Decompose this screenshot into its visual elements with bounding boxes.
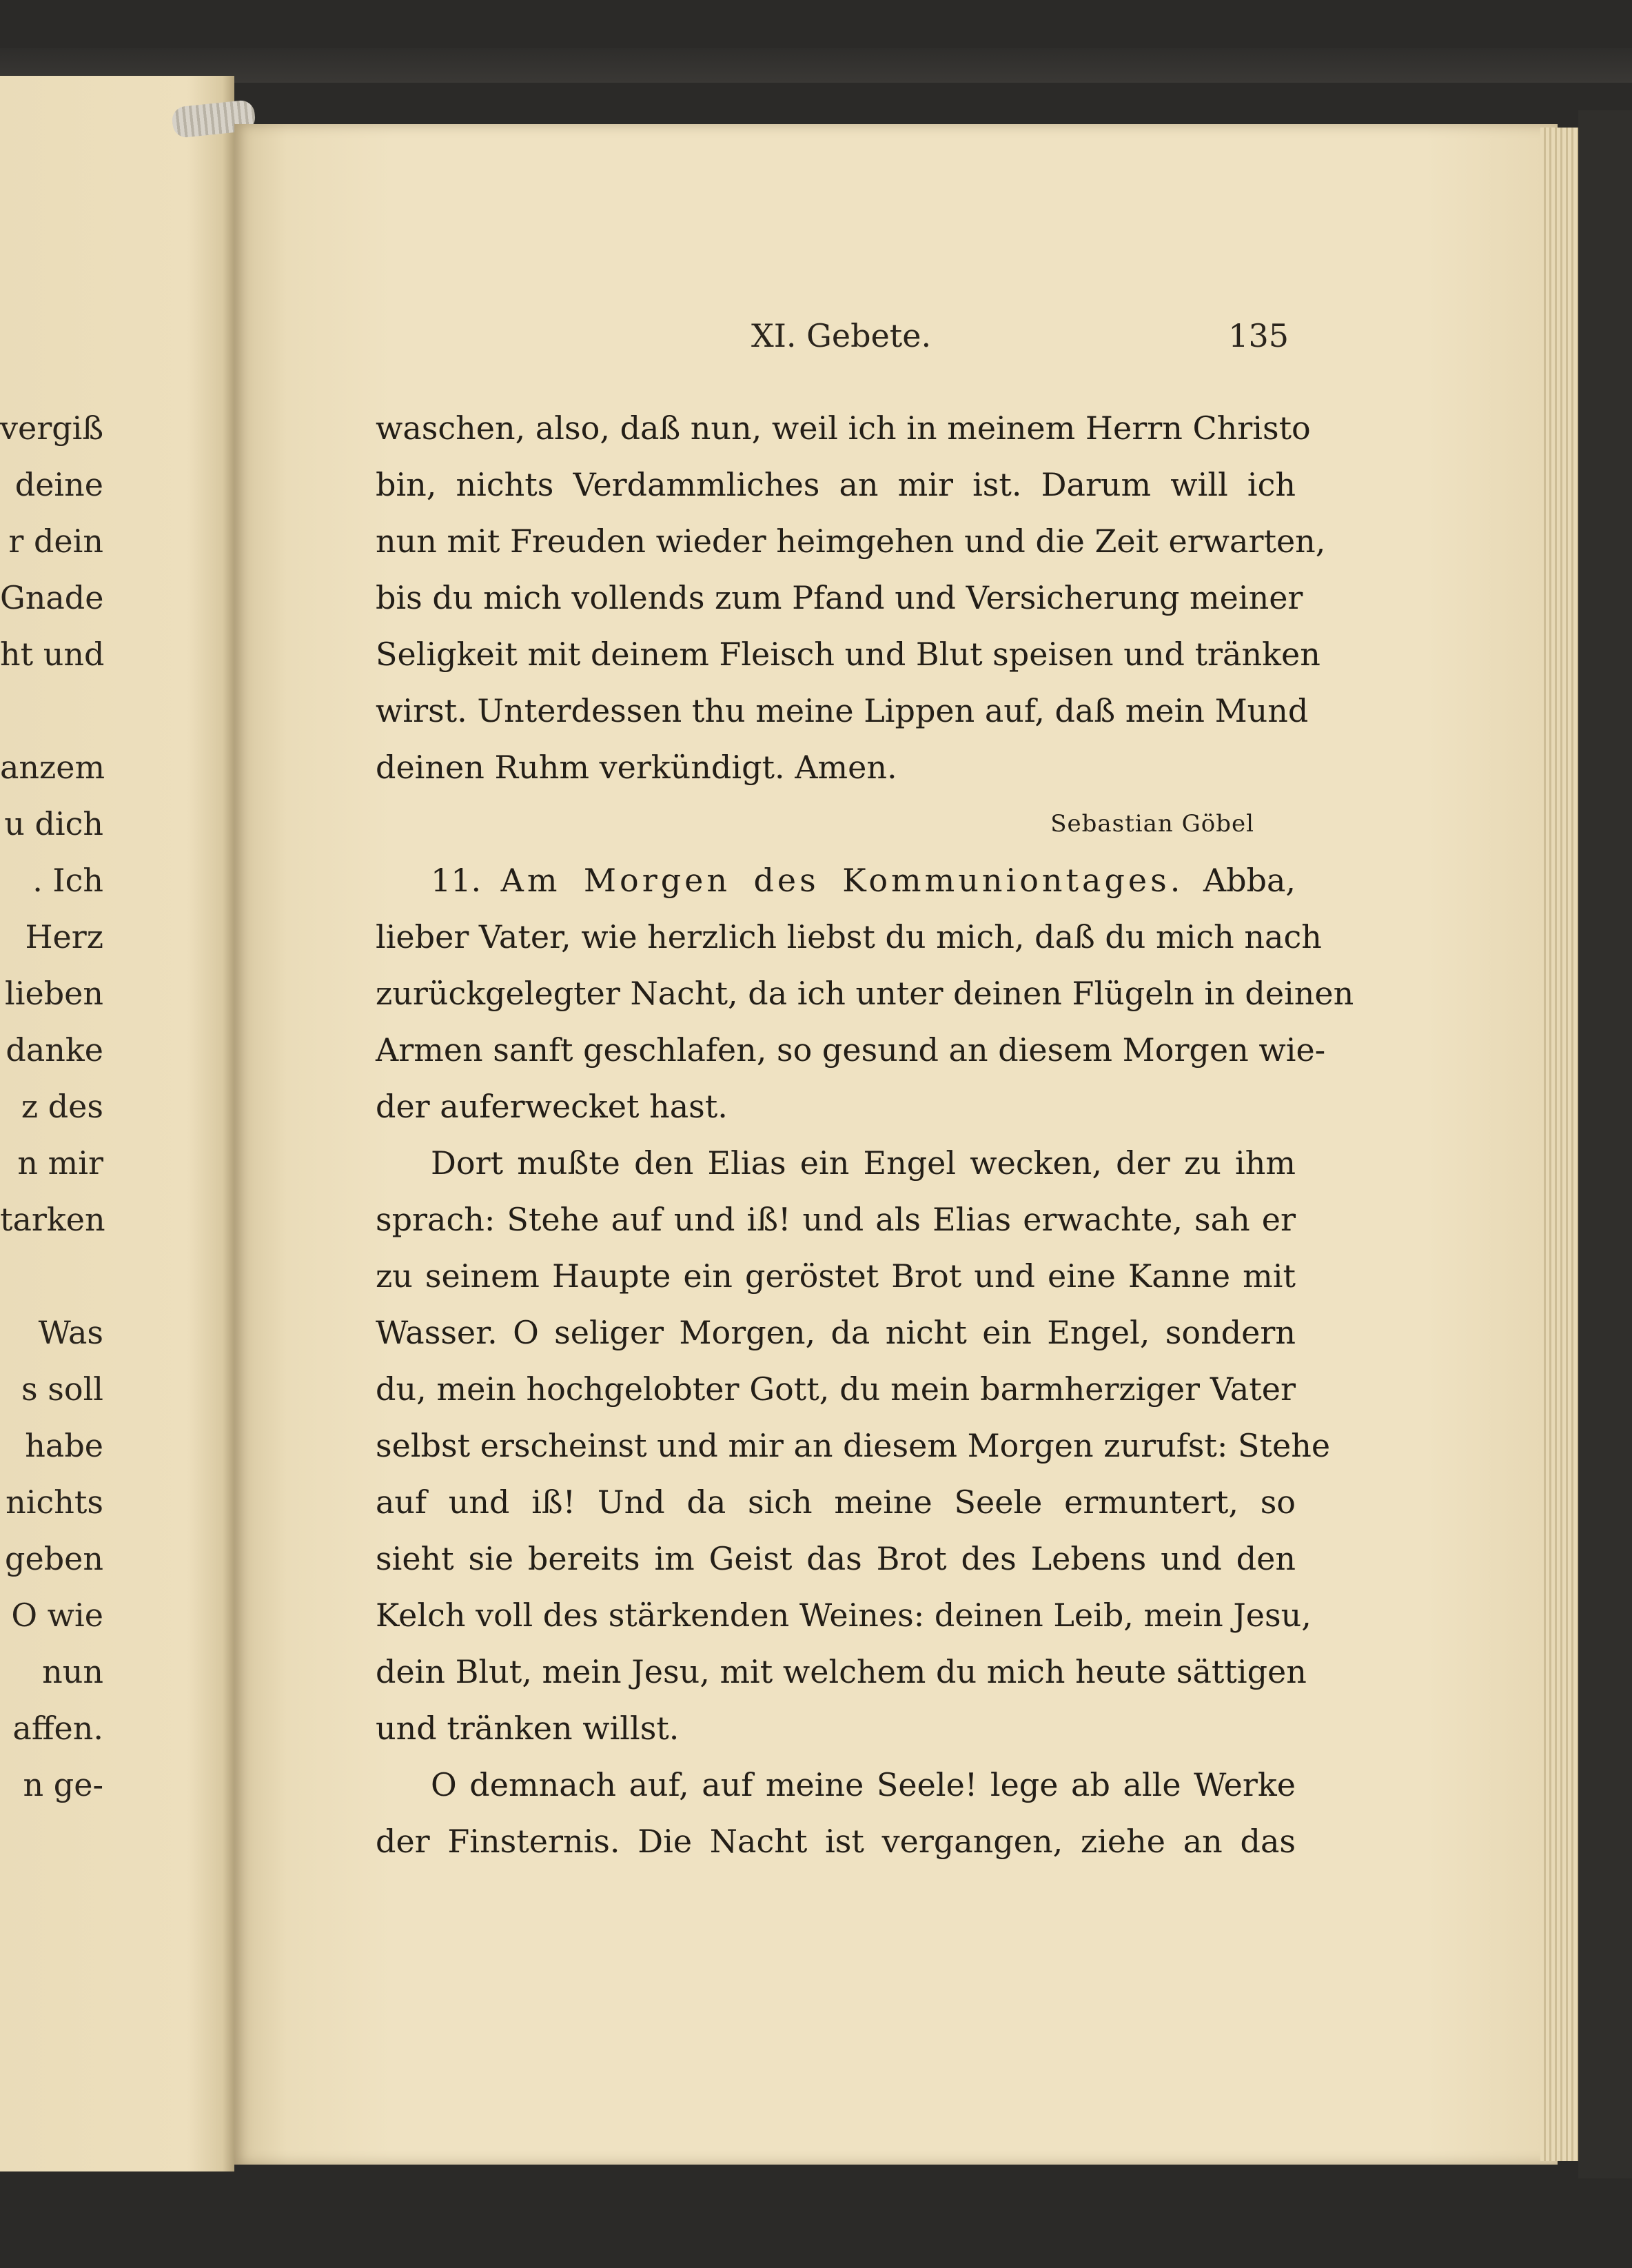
left-page-fragments — [0, 400, 103, 1813]
text-line: deinen Ruhm verkündigt. Amen. — [376, 749, 897, 786]
text-line: du, mein hochgelobter Gott, du mein barmherziger Vater — [376, 1370, 1296, 1408]
text-line: Dort mußte den Elias ein Engel wecken, der zu ihm — [431, 1144, 1296, 1182]
text-line: Wasser. O seliger Morgen, da nicht ein Engel, sondern — [376, 1314, 1296, 1351]
left-fragment: s soll — [21, 1370, 103, 1408]
book-cover-right — [1578, 110, 1632, 2178]
page-stack-edge — [1540, 128, 1582, 2161]
text-line: Seligkeit mit deinem Fleisch und Blut speisen und tränken — [376, 636, 1320, 673]
text-line: bis du mich vollends zum Pfand und Versicherung meiner — [376, 579, 1303, 616]
text-line: bin, nichts Verdammliches an mir ist. Darum will ich — [376, 466, 1296, 503]
text-line: wirst. Unterdessen thu meine Lippen auf, daß mein Mund — [376, 692, 1309, 729]
author-signature: Sebastian Göbel — [1050, 810, 1254, 838]
section-heading-line — [376, 852, 1296, 909]
left-fragment: Gnade — [0, 579, 104, 616]
section-title: Am Morgen des Kommuniontages. — [500, 862, 1184, 899]
left-fragment: r dein — [8, 523, 103, 560]
text-line: Kelch voll des stärkenden Weines: deinen Leib, mein Jesu, — [376, 1597, 1312, 1634]
left-fragment: n mir — [17, 1144, 103, 1182]
left-fragment: . Ich — [32, 862, 103, 899]
left-fragment: habe — [25, 1427, 103, 1464]
text-line: nun mit Freuden wieder heimgehen und die Zeit erwarten, — [376, 523, 1326, 560]
page-number: 135 — [1228, 317, 1289, 354]
left-fragment: affen. — [12, 1710, 103, 1747]
text-line: selbst erscheinst und mir an diesem Morgen zurufst: Stehe — [376, 1427, 1331, 1464]
left-fragment: tarken — [0, 1201, 105, 1238]
text-line: sieht sie bereits im Geist das Brot des Lebens und den — [376, 1540, 1296, 1577]
text-line: waschen, also, daß nun, weil ich in meinem Herrn Christo — [376, 409, 1311, 447]
text-line: zu seinem Haupte ein geröstet Brot und eine Kanne mit — [376, 1257, 1296, 1295]
left-fragment: n ge- — [23, 1766, 103, 1803]
left-fragment: anzem — [0, 749, 105, 786]
section-number: 11. — [431, 862, 482, 899]
text-line: O demnach auf, auf meine Seele! lege ab alle Werke — [431, 1766, 1296, 1803]
left-fragment: lieben — [5, 975, 103, 1012]
text-line: zurückgelegter Nacht, da ich unter deinen Flügeln in deinen — [376, 975, 1354, 1012]
left-fragment: ht und — [0, 636, 105, 673]
text-line: Armen sanft geschlafen, so gesund an diesem Morgen wie- — [376, 1031, 1326, 1069]
section-first-words: Abba, — [1203, 862, 1296, 899]
page-body — [376, 400, 1354, 1870]
left-fragment-gap — [0, 682, 103, 739]
left-fragment: O wie — [11, 1597, 103, 1634]
text-line: auf und iß! Und da sich meine Seele ermuntert, so — [376, 1484, 1296, 1521]
text-line: der auferwecket hast. — [376, 1088, 728, 1125]
left-fragment: geben — [5, 1540, 103, 1577]
left-fragment: u dich — [4, 805, 103, 842]
text-line: lieber Vater, wie herzlich liebst du mich, daß du mich nach — [376, 918, 1322, 955]
left-fragment: deine — [14, 466, 103, 503]
left-fragment: vergiß — [0, 409, 104, 447]
left-fragment: danke — [6, 1031, 103, 1069]
text-line: der Finsternis. Die Nacht ist vergangen, ziehe an das — [376, 1823, 1296, 1860]
left-fragment: nichts — [6, 1484, 103, 1521]
running-title: XI. Gebete. — [751, 317, 932, 354]
text-line: sprach: Stehe auf und iß! und als Elias erwachte, sah er — [376, 1201, 1296, 1238]
left-fragment: z des — [21, 1088, 103, 1125]
left-fragment: Herz — [25, 918, 103, 955]
text-line: und tränken willst. — [376, 1710, 680, 1747]
left-fragment-gap — [0, 1248, 103, 1304]
text-line: dein Blut, mein Jesu, mit welchem du mich heute sättigen — [376, 1653, 1307, 1690]
left-fragment: Was — [38, 1314, 103, 1351]
book-top-edge — [0, 48, 1632, 83]
left-fragment: nun — [42, 1653, 103, 1690]
